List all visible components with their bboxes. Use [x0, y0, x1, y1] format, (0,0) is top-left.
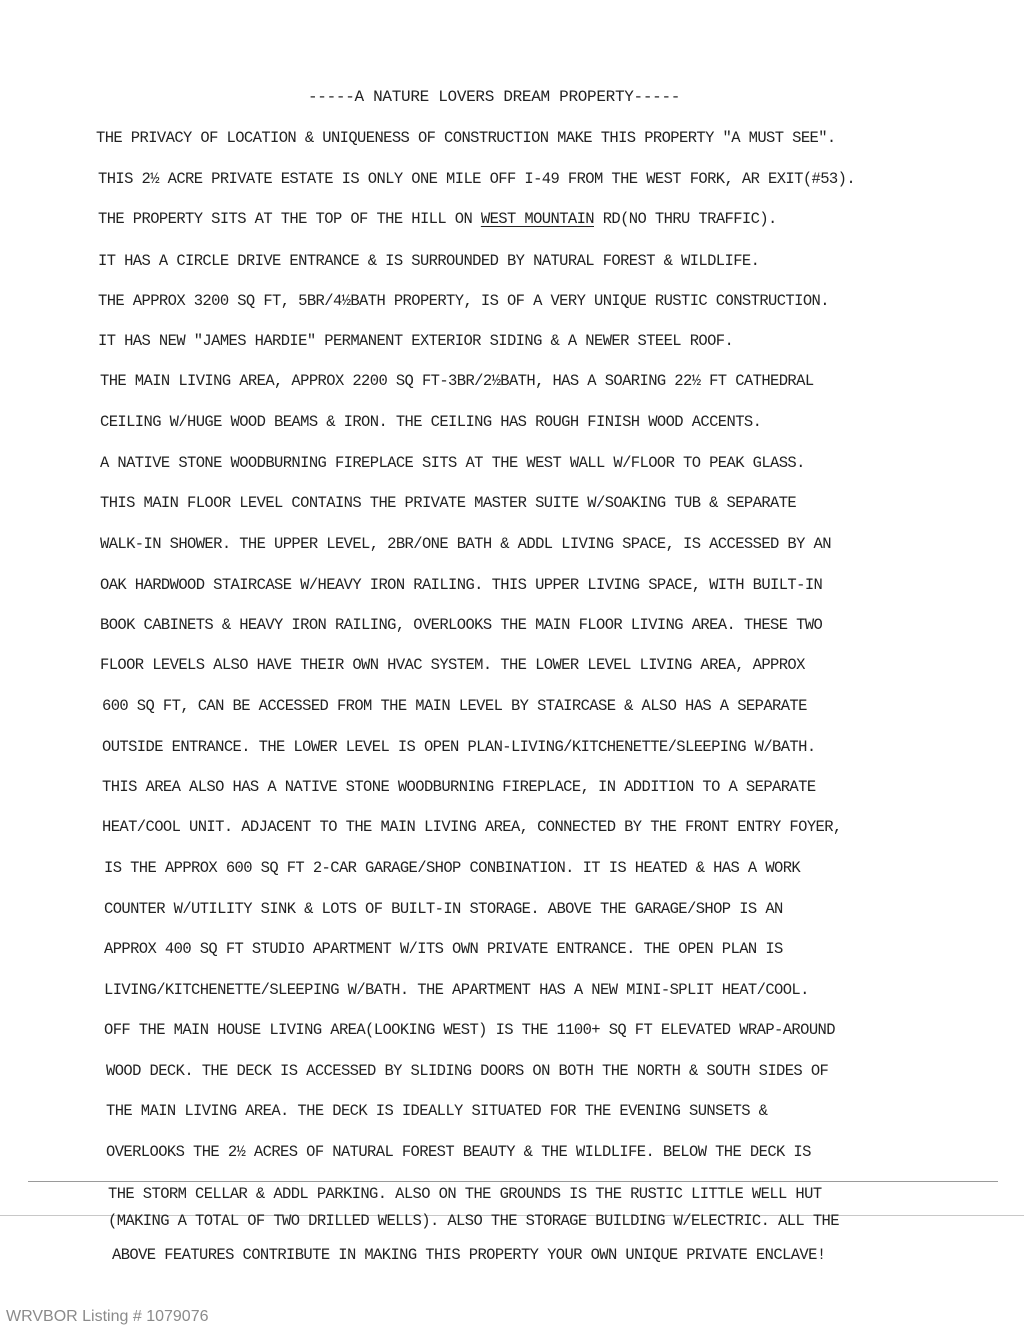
body-line: WOOD DECK. THE DECK IS ACCESSED BY SLIDING DOORS ON BOTH THE NORTH & SOUTH SIDES OF: [106, 1062, 829, 1080]
body-line: IT HAS A CIRCLE DRIVE ENTRANCE & IS SURROUNDED BY NATURAL FOREST & WILDLIFE.: [98, 252, 760, 270]
body-line: THE APPROX 3200 SQ FT, 5BR/4½BATH PROPERTY, IS OF A VERY UNIQUE RUSTIC CONSTRUCTION.: [98, 292, 829, 310]
body-line: THE STORM CELLAR & ADDL PARKING. ALSO ON THE GROUNDS IS THE RUSTIC LITTLE WELL HUT: [108, 1185, 822, 1203]
body-line: THE MAIN LIVING AREA, APPROX 2200 SQ FT-3BR/2½BATH, HAS A SOARING 22½ FT CATHEDRAL: [100, 372, 814, 390]
body-line: ABOVE FEATURES CONTRIBUTE IN MAKING THIS PROPERTY YOUR OWN UNIQUE PRIVATE ENCLAVE!: [112, 1246, 826, 1264]
body-line: COUNTER W/UTILITY SINK & LOTS OF BUILT-IN STORAGE. ABOVE THE GARAGE/SHOP IS AN: [104, 900, 783, 918]
body-line: OFF THE MAIN HOUSE LIVING AREA(LOOKING WEST) IS THE 1100+ SQ FT ELEVATED WRAP-AROUND: [104, 1021, 835, 1039]
body-line: THE PRIVACY OF LOCATION & UNIQUENESS OF CONSTRUCTION MAKE THIS PROPERTY "A MUST SEE".: [96, 129, 836, 147]
body-line: OVERLOOKS THE 2½ ACRES OF NATURAL FOREST BEAUTY & THE WILDLIFE. BELOW THE DECK IS: [106, 1143, 811, 1161]
body-line: FLOOR LEVELS ALSO HAVE THEIR OWN HVAC SYSTEM. THE LOWER LEVEL LIVING AREA, APPROX: [100, 656, 805, 674]
body-line: LIVING/KITCHENETTE/SLEEPING W/BATH. THE APARTMENT HAS A NEW MINI-SPLIT HEAT/COOL.: [104, 981, 809, 999]
body-line: THIS 2½ ACRE PRIVATE ESTATE IS ONLY ONE MILE OFF I-49 FROM THE WEST FORK, AR EXIT(#53).: [98, 170, 856, 188]
body-line: IS THE APPROX 600 SQ FT 2-CAR GARAGE/SHOP CONBINATION. IT IS HEATED & HAS A WORK: [104, 859, 801, 877]
body-line: A NATIVE STONE WOODBURNING FIREPLACE SITS AT THE WEST WALL W/FLOOR TO PEAK GLASS.: [100, 454, 805, 472]
body-line: BOOK CABINETS & HEAVY IRON RAILING, OVERLOOKS THE MAIN FLOOR LIVING AREA. THESE TWO: [100, 616, 823, 634]
body-line: THE MAIN LIVING AREA. THE DECK IS IDEALLY SITUATED FOR THE EVENING SUNSETS &: [106, 1102, 768, 1120]
body-line-end: RD(NO THRU TRAFFIC).: [594, 210, 777, 228]
body-line: THIS MAIN FLOOR LEVEL CONTAINS THE PRIVATE MASTER SUITE W/SOAKING TUB & SEPARATE: [100, 494, 797, 512]
underlined-road-name: WEST MOUNTAIN: [480, 210, 594, 228]
body-line: OAK HARDWOOD STAIRCASE W/HEAVY IRON RAILING. THIS UPPER LIVING SPACE, WITH BUILT-IN: [100, 576, 823, 594]
document-title: -----A NATURE LOVERS DREAM PROPERTY-----: [308, 88, 681, 106]
body-line: THIS AREA ALSO HAS A NATIVE STONE WOODBURNING FIREPLACE, IN ADDITION TO A SEPARATE: [102, 778, 816, 796]
body-line: IT HAS NEW "JAMES HARDIE" PERMANENT EXTERIOR SIDING & A NEWER STEEL ROOF.: [98, 332, 734, 350]
scan-fold-line-top: [28, 1181, 998, 1182]
listing-number-watermark: WRVBOR Listing # 1079076: [6, 1308, 209, 1325]
body-line: CEILING W/HUGE WOOD BEAMS & IRON. THE CEILING HAS ROUGH FINISH WOOD ACCENTS.: [100, 413, 762, 431]
body-line: HEAT/COOL UNIT. ADJACENT TO THE MAIN LIVING AREA, CONNECTED BY THE FRONT ENTRY FOYER,: [102, 818, 842, 836]
body-line-start: THE PROPERTY SITS AT THE TOP OF THE HILL ON: [98, 210, 481, 228]
body-line: WALK-IN SHOWER. THE UPPER LEVEL, 2BR/ONE BATH & ADDL LIVING SPACE, IS ACCESSED BY AN: [100, 535, 831, 553]
body-line-with-underline: [98, 210, 777, 228]
body-line: APPROX 400 SQ FT STUDIO APARTMENT W/ITS OWN PRIVATE ENTRANCE. THE OPEN PLAN IS: [104, 940, 783, 958]
body-line: (MAKING A TOTAL OF TWO DRILLED WELLS). ALSO THE STORAGE BUILDING W/ELECTRIC. ALL THE: [108, 1212, 839, 1230]
body-line: OUTSIDE ENTRANCE. THE LOWER LEVEL IS OPEN PLAN-LIVING/KITCHENETTE/SLEEPING W/BATH.: [102, 738, 816, 756]
body-line: 600 SQ FT, CAN BE ACCESSED FROM THE MAIN LEVEL BY STAIRCASE & ALSO HAS A SEPARATE: [102, 697, 807, 715]
